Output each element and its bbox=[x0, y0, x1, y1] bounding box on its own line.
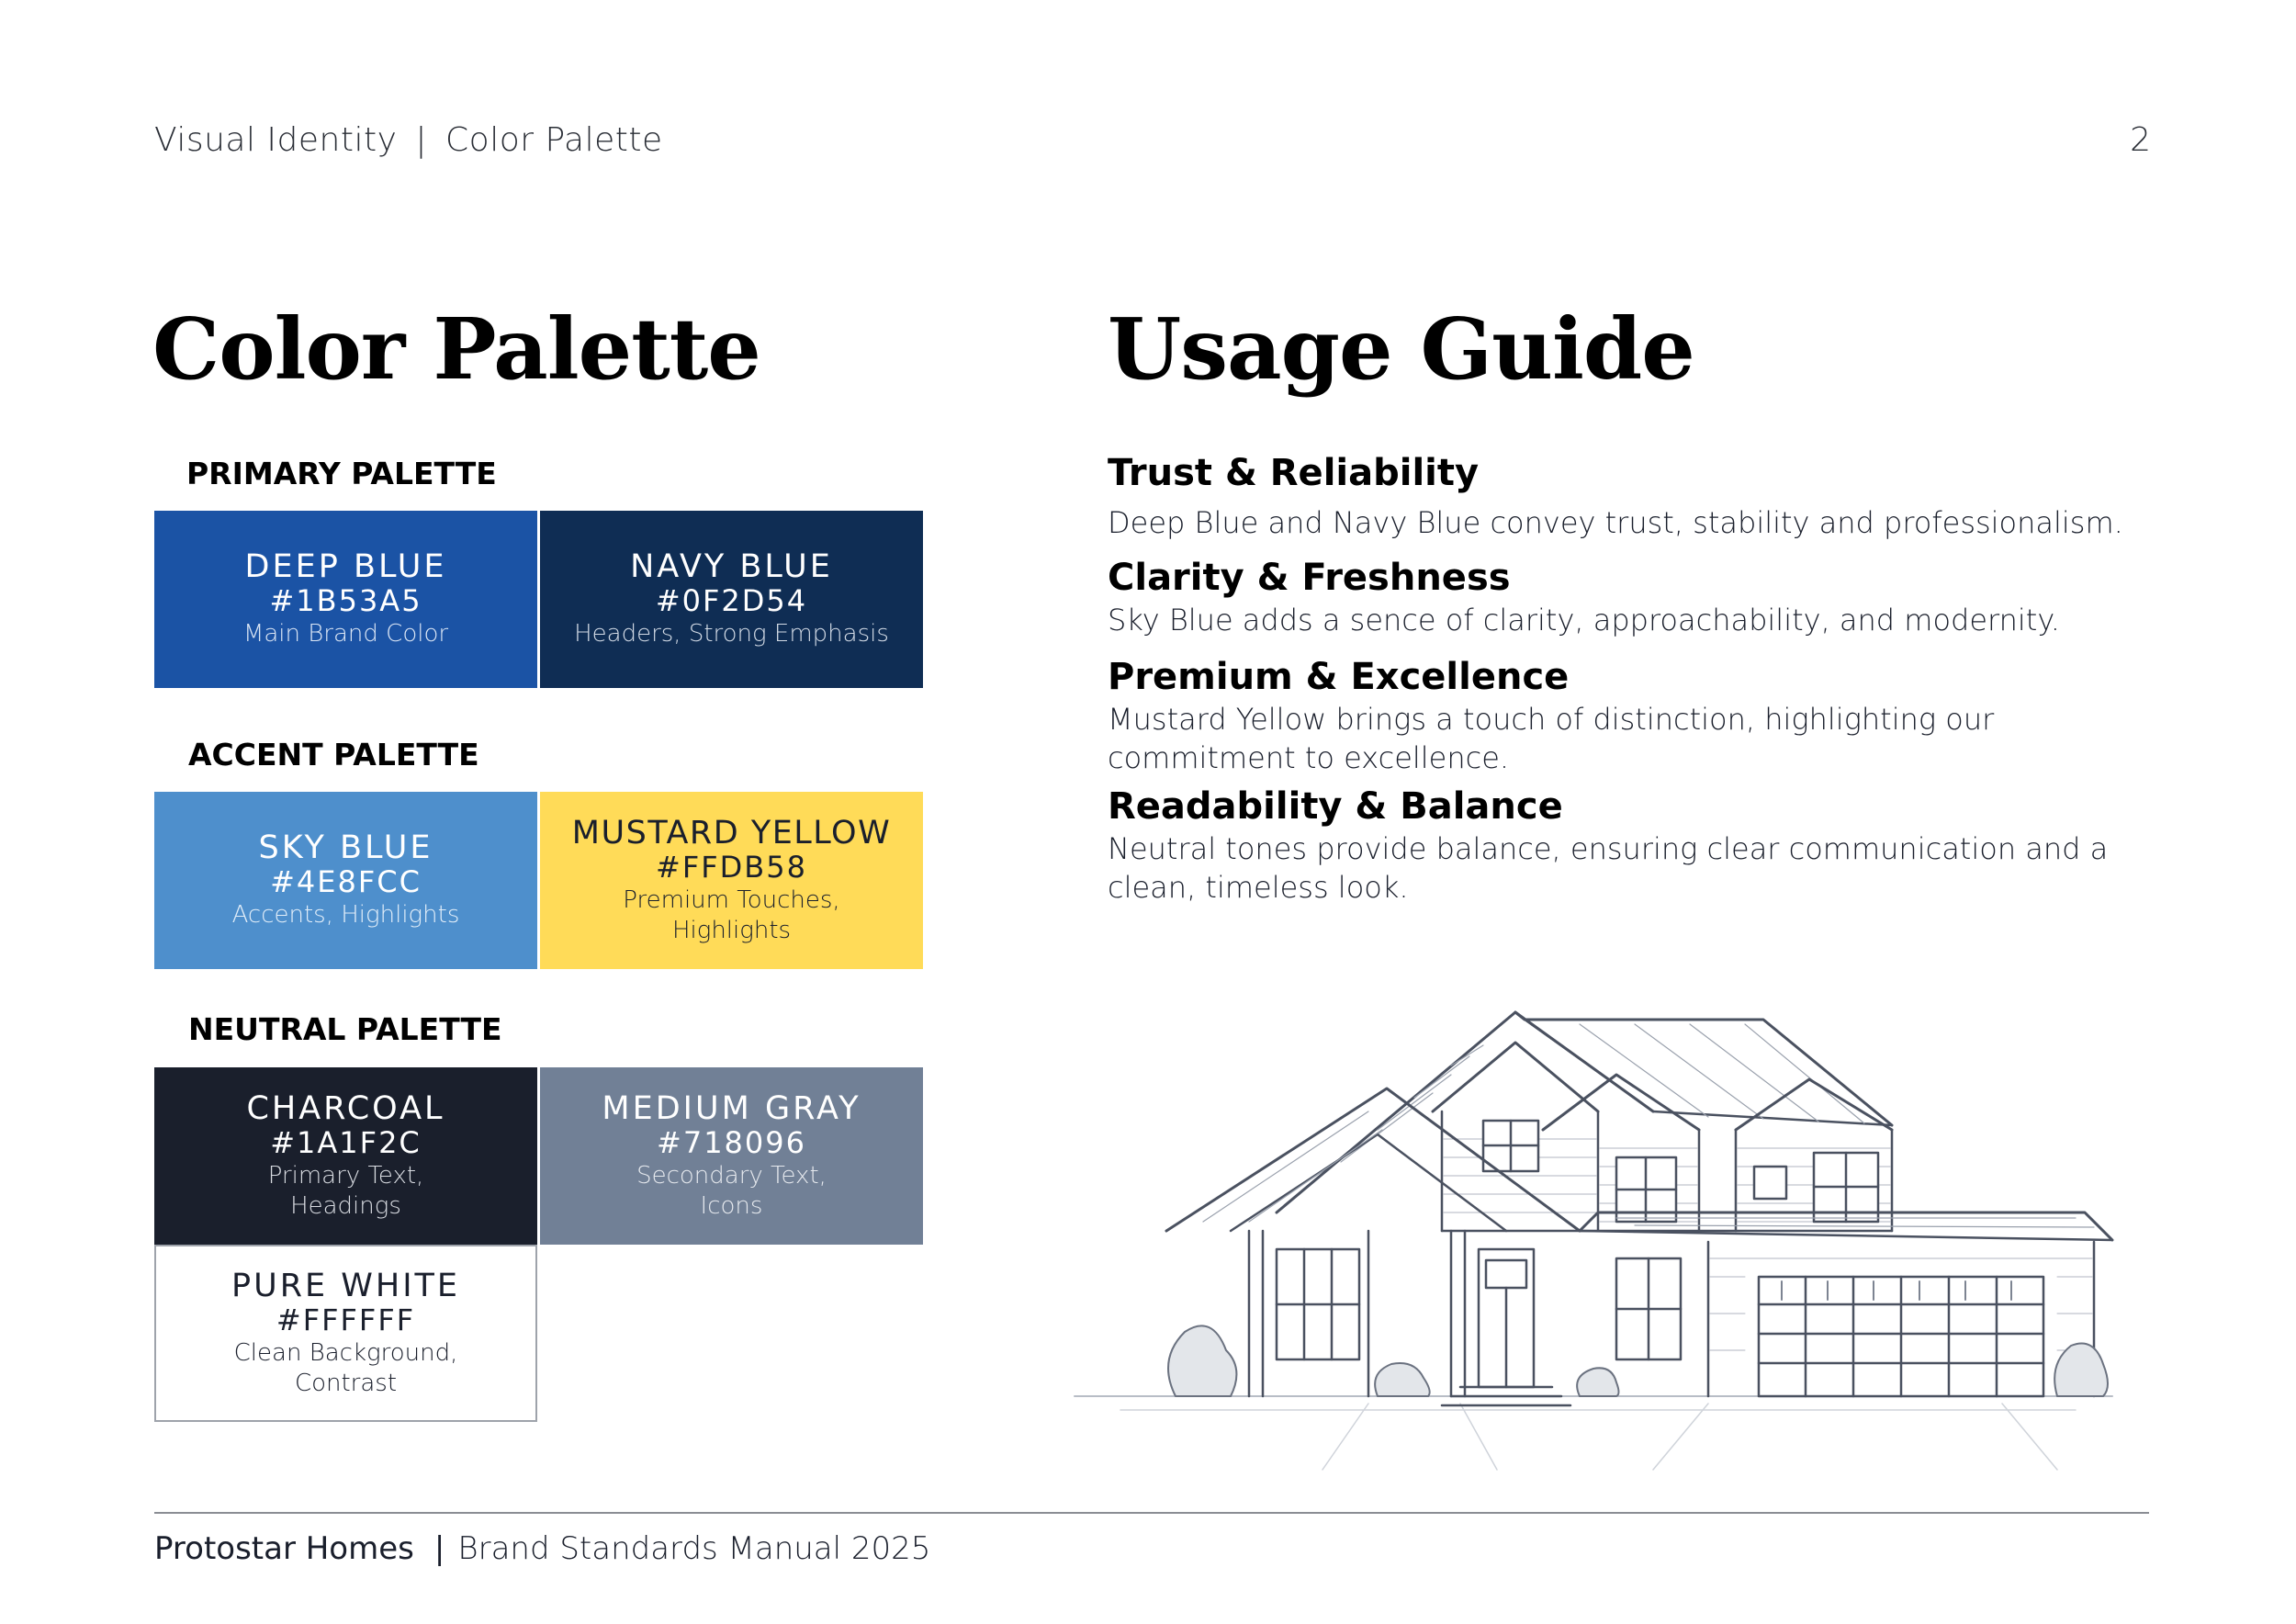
page-number: 2 bbox=[2130, 121, 2151, 159]
accent-palette-label: ACCENT PALETTE bbox=[188, 737, 479, 773]
header-breadcrumb bbox=[154, 121, 663, 159]
usage-item-text: Neutral tones provide balance, ensuring clear communication and a clean, timeless look. bbox=[1108, 831, 2109, 905]
header-subsection: Color Palette bbox=[445, 121, 663, 159]
footer-manual: Brand Standards Manual 2025 bbox=[457, 1530, 931, 1567]
swatch-use: Clean Background, Contrast bbox=[233, 1338, 458, 1397]
swatch-sky-blue bbox=[154, 792, 537, 969]
usage-item-trust bbox=[1108, 450, 2145, 542]
usage-item-clarity bbox=[1108, 555, 2145, 639]
usage-item-text: Sky Blue adds a sence of clarity, approachability, and modernity. bbox=[1108, 603, 2060, 637]
usage-guide-title: Usage Guide bbox=[1108, 299, 1694, 399]
usage-item-text: Deep Blue and Navy Blue convey trust, stability and professionalism. bbox=[1108, 505, 2123, 540]
swatch-hex: #0F2D54 bbox=[655, 583, 808, 618]
header-separator: | bbox=[415, 121, 428, 159]
swatch-medium-gray bbox=[540, 1067, 923, 1245]
swatch-hex: #1B53A5 bbox=[269, 583, 422, 618]
swatch-name: MEDIUM GRAY bbox=[602, 1089, 861, 1127]
footer bbox=[154, 1530, 930, 1567]
usage-item-text: Mustard Yellow brings a touch of distinction, highlighting our commitment to excellence. bbox=[1108, 702, 1995, 775]
swatch-mustard-yellow bbox=[540, 792, 923, 969]
swatch-use: Premium Touches, Highlights bbox=[623, 885, 840, 944]
swatch-use: Main Brand Color bbox=[242, 620, 449, 648]
house-sketch-icon bbox=[1065, 1001, 2122, 1479]
usage-item-readability bbox=[1108, 784, 2145, 907]
primary-palette-label: PRIMARY PALETTE bbox=[186, 456, 497, 491]
swatch-navy-blue bbox=[540, 511, 923, 688]
footer-divider bbox=[154, 1512, 2149, 1514]
swatch-hex: #FFDB58 bbox=[656, 849, 807, 885]
header-section: Visual Identity bbox=[154, 121, 398, 159]
usage-item-title: Trust & Reliability bbox=[1108, 452, 1480, 494]
usage-item-title: Readability & Balance bbox=[1108, 785, 1563, 828]
swatch-hex: #1A1F2C bbox=[270, 1124, 422, 1160]
swatch-charcoal bbox=[154, 1067, 537, 1245]
swatch-hex: #4E8FCC bbox=[270, 864, 422, 899]
usage-item-title: Premium & Excellence bbox=[1108, 656, 1570, 698]
swatch-hex: #FFFFFF bbox=[276, 1302, 416, 1337]
swatch-name: CHARCOAL bbox=[246, 1089, 445, 1127]
swatch-hex: #718096 bbox=[657, 1124, 806, 1160]
neutral-palette-label: NEUTRAL PALETTE bbox=[188, 1011, 502, 1047]
swatch-name: NAVY BLUE bbox=[630, 548, 833, 585]
swatch-use: Secondary Text, Icons bbox=[636, 1161, 827, 1220]
swatch-deep-blue bbox=[154, 511, 537, 688]
usage-item-title: Clarity & Freshness bbox=[1108, 557, 1511, 599]
swatch-use: Primary Text, Headings bbox=[267, 1161, 424, 1220]
swatch-name: PURE WHITE bbox=[231, 1267, 461, 1304]
swatch-name: MUSTARD YELLOW bbox=[571, 814, 892, 851]
swatch-use: Accents, Highlights bbox=[231, 901, 460, 929]
footer-separator: | bbox=[433, 1530, 445, 1567]
swatch-name: DEEP BLUE bbox=[244, 548, 447, 585]
footer-company: Protostar Homes bbox=[154, 1530, 414, 1567]
color-palette-title: Color Palette bbox=[152, 299, 760, 399]
swatch-use: Headers, Strong Emphasis bbox=[574, 620, 889, 648]
usage-item-premium bbox=[1108, 654, 2145, 777]
swatch-name: SKY BLUE bbox=[258, 829, 433, 866]
swatch-pure-white bbox=[154, 1245, 537, 1422]
